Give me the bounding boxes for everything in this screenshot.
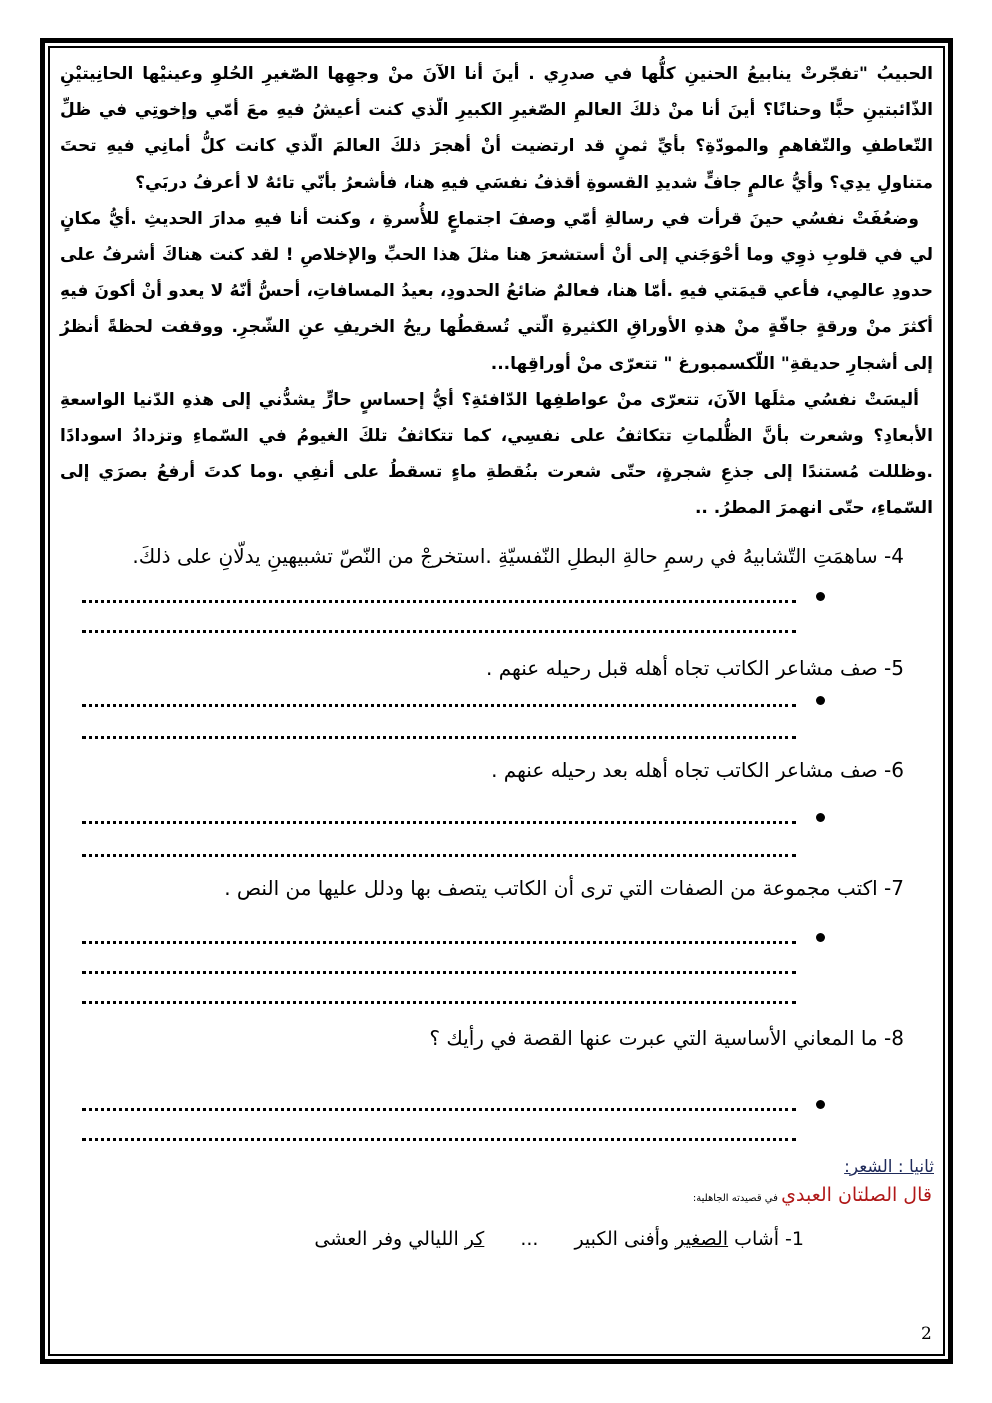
answer-line[interactable] [82,852,796,857]
answer-line[interactable] [82,939,796,944]
verse-first-hemistich: وأفنى الكبير [574,1228,676,1250]
verse-prefix: 1- أشاب [728,1228,804,1250]
reading-passage [60,56,933,527]
poet-intro [693,1184,932,1206]
bullet-icon [816,592,825,601]
verse-separator: ... [520,1228,539,1250]
poetry-section-title: ثانيا : الشعر: [844,1157,934,1177]
bullet-icon [816,813,825,822]
poem-description: في قصيدته الجاهلية: [692,1193,782,1204]
question-6: 6- صف مشاعر الكاتب تجاه أهله بعد رحيله عنهم . [491,758,904,782]
answer-line[interactable] [82,734,796,739]
verse-underlined-word: كر [464,1228,485,1250]
bullet-icon [816,1100,825,1109]
page-number: 2 [921,1324,932,1344]
answer-line[interactable] [82,1136,796,1141]
answer-line[interactable] [82,628,796,633]
question-4: 4- ساهمَتِ التّشابيهُ في رسمِ حالةِ البطلِ النّفسيّةِ .استخرجْ من النّصّ تشبيهينِ يدلّانِ على ذلكَ. [132,544,904,568]
passage-paragraph-3: أليسَتْ نفسُي مثلَها الآنَ، تتعرّى منْ عواطفِها الدّافئةِ؟ أيُّ إحساسٍ حارٍّ يشدُّني إلى هذهِ الدّنيا الواسعةِ الأبعادِ؟ وشعرت بأنَّ الظُّلماتِ تتكاثفُ على نفسِي، كما تتكاثفُ تلكَ الغيومُ في السّماءِ وتزدادُ اسودادًا .وظللت مُستندًا إلى جذعِ شجرةٍ، حتّى شعرت بنُقطةِ ماءٍ تسقطُ على أنفِي .وما كدتَ أرفعُ بصرَي إلى السّماءِ، حتّى انهمرَ المطرُ. .. [60,389,933,519]
verse-second-hemistich: الليالي وفر العشى [314,1228,465,1250]
answer-line[interactable] [82,702,796,707]
answer-line[interactable] [82,1106,796,1111]
answer-line[interactable] [82,969,796,974]
passage-paragraph-1: الحبيبُ "تفجّرتْ ينابيعُ الحنينِ كلُّها في صدرِي . أينَ أنا الآنَ منْ وجهِها الصّغيرِ الحُلوِ وعينيْها الحانِيتيْنِ الذّائبتينِ حبًّا وحنانًا؟ أينَ أنا منْ ذلكَ العالمِ الصّغيرِ الكبيرِ الّذي كنت أعيشُ فيهِ معَ أمّي وإخوتِي في ظلِّ التّعاطفِ والتّفاهمِ والمودّةِ؟ بأيِّ ثمنٍ قد ارتضيت أنْ أهجرَ ذلكَ العالمَ الّذي كانت كلُّ أمانِي فيهِ تحتَ متناولِ يدِي؟ وأيُّ عالمٍ جافٍّ شديدِ القسوةِ أقذفُ نفسَي فيهِ هنا، فأشعرُ بأنّي تائهٌ لا أعرفُ دربَي؟ [60,64,933,193]
poem-verse-1 [314,1228,804,1250]
passage-paragraph-2: وضعُفَتْ نفسُي حينَ قرأت في رسالةِ أمّي وصفَ اجتماعٍ للأُسرةِ ، وكنت أنا فيهِ مدارَ الحديثِ .أيُّ مكانٍ لي في قلوبِ ذوِي وما أحْوَجَني إلى أنْ أستشعرَ هنا مثلَ هذا الحبِّ والإخلاصِ ! لقد كنت هناكَ أشرفُ على حدودِ عالمِي، فأعي قيمَتي فيهِ .أمّا هنا، فعالمٌ ضائعُ الحدودِ، بعيدُ المسافاتِ، أحسُّ أنّهُ لا يعدو أنْ أكونَ فيهِ أكثرَ منْ ورقةٍ جافّةٍ منْ هذهِ الأوراقِ الكثيرةِ الّتي تُسقطُها ريحُ الخريفِ عنِ الشّجرِ. ووقفت لحظةً أنظرُ إلى أشجارِ حديقةِ" اللّكسمبورغ " تتعرّى منْ أوراقِها... [60,208,933,374]
verse-underlined-word: الصغير [675,1228,729,1250]
answer-line[interactable] [82,819,796,824]
bullet-icon [816,696,825,705]
bullet-icon [816,933,825,942]
question-8: 8- ما المعاني الأساسية التي عبرت عنها القصة في رأيك ؟ [429,1026,904,1050]
answer-line[interactable] [82,598,796,603]
poet-name: قال الصلتان العبدي [781,1184,932,1206]
answer-line[interactable] [82,999,796,1004]
question-5: 5- صف مشاعر الكاتب تجاه أهله قبل رحيله عنهم . [486,656,904,680]
question-7: 7- اكتب مجموعة من الصفات التي ترى أن الكاتب يتصف بها ودلل عليها من النص . [224,876,904,900]
